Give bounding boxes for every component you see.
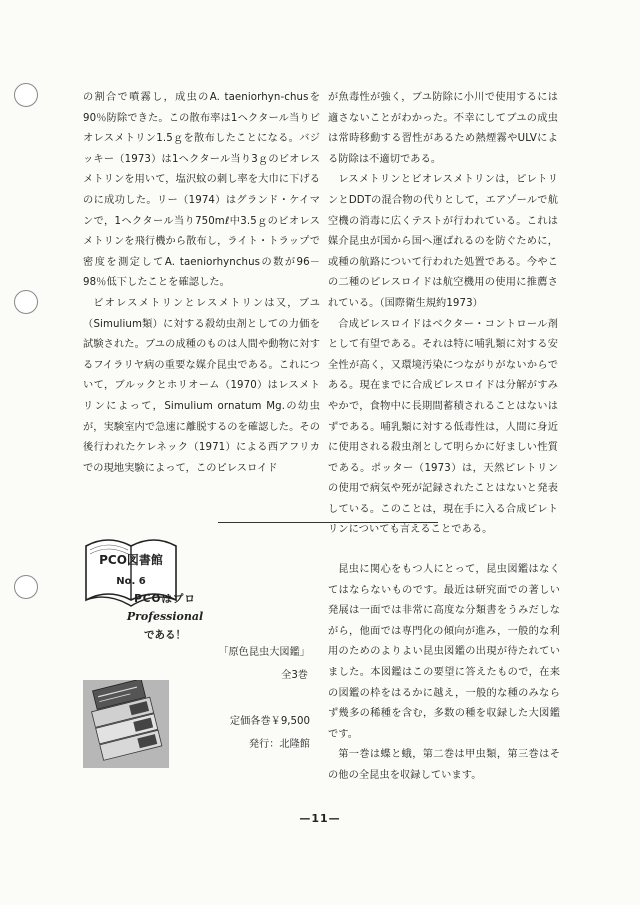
- paragraph: 第一巻は蝶と蛾，第二巻は甲虫類，第三巻はその他の全昆虫を収録しています。: [328, 749, 560, 781]
- paragraph: の割合で噴霧し，成虫のA. taeniorhyn-chusを90％防除できた。この散布率は1ヘクタール当りビオレスメトリン1.5ｇを散布したことになる。バジッキー（1973）は1ヘクタール当り3ｇのビオレスメトリンを用いて，塩沢蚊の刺し率を大巾に下げるのに成功した。リー（1974）はグランド・ケイマンで，1ヘクタール当り750mℓ中3.5ｇのビオレスメトリンを飛行機から散布し，ライト・トラップで密度を測定してA. taeniorhynchusの数が96－98％低下したことを確認した。: [83, 92, 320, 289]
- paragraph: ビオレスメトリンとレスメトリンは又，ブユ（Simulium類）に対する殺幼虫剤としての力価を試験された。ブユの成種のものは人間や動物に対するフイラリヤ病の重要な媒介昆虫である。これについて，ブルックとホリオーム（1970）はレスメトリンによって，Simulium ornatum Mg.の幼虫が，実験室内で急速に離脱するのを確認した。その後行われたケレネック（1971）による西アフリカでの現地実験によって，このピレスロイド: [83, 297, 320, 474]
- article-column-right: [328, 88, 558, 541]
- book-review-column: [328, 560, 560, 787]
- slogan-line-2: Professional: [126, 610, 204, 623]
- pco-slogan: [110, 590, 220, 644]
- paragraph: が魚毒性が強く，ブユ防除に小川で使用するには適さないことがわかった。不幸にしてブユの成虫は常時移動する習性があるため熱煙霧やULVによる防除は不適切である。: [328, 92, 558, 165]
- slogan-line-3: である！: [144, 629, 186, 641]
- paragraph: レスメトリンとビオレスメトリンは，ピレトリンとDDTの混合物の代りとして，エアゾールで航空機の消毒に広くテストが行われている。これは媒介昆虫が国から国へ運ばれるのを防ぐために，或種の航路について行われた処置である。今やこの二種のピレスロイドは航空機用の使用に推薦されている。（国際衛生規約1973）: [328, 174, 558, 309]
- book-price: 定価各巻￥9,500: [229, 716, 310, 727]
- book-title: 「原色昆虫大図鑑」: [218, 647, 310, 658]
- book-volumes: 全3巻: [281, 670, 308, 681]
- book-publisher: 発行：北隆館: [248, 739, 310, 750]
- binder-hole-middle: [14, 290, 38, 314]
- paragraph: 昆虫に関心をもつ人にとって，昆虫図鑑はなくてはならないものです。最近は研究面での著しい発展は一面では非常に高度な分類書をうみだしながら，他面では専門化の傾向が進み，一般的な利用のためのよりよい昆虫図鑑の出現が待たれていました。本図鑑はこの要望に答えたもので，在来の図鑑の枠をはるかに越え，一般的な種のみならず幾多の稀種を含む，多数の種を収録した大図鑑です。: [328, 564, 560, 740]
- page-number: —11—: [299, 812, 341, 825]
- binder-hole-top: [14, 83, 38, 107]
- paragraph: 合成ピレスロイドはベクター・コントロール剤として有望である。それは特に哺乳類に対する安全性が高く，又環境汚染につながりがないからである。現在までに合成ピレスロイドは分解がすみやかで，食物中に長期間蓄積されることはないはずである。哺乳類に対する低毒性は，人間に身近に使用される殺虫剤として明らかに好ましい性質である。ポッター（1973）は，天然ピレトリンの使用で病気や死が記録されたことはないと発表している。このことは，現在手に入る合成ピレトリンについても言えることである。: [328, 318, 558, 536]
- slogan-line-1: PCOはプロ: [134, 593, 196, 605]
- binder-hole-bottom: [14, 575, 38, 599]
- section-divider: [218, 522, 438, 523]
- book-set-photo: [83, 680, 169, 768]
- article-column-left: [83, 88, 320, 479]
- pco-logo-title: PCO図書館: [99, 553, 163, 567]
- pco-logo-number: No. 6: [116, 576, 146, 587]
